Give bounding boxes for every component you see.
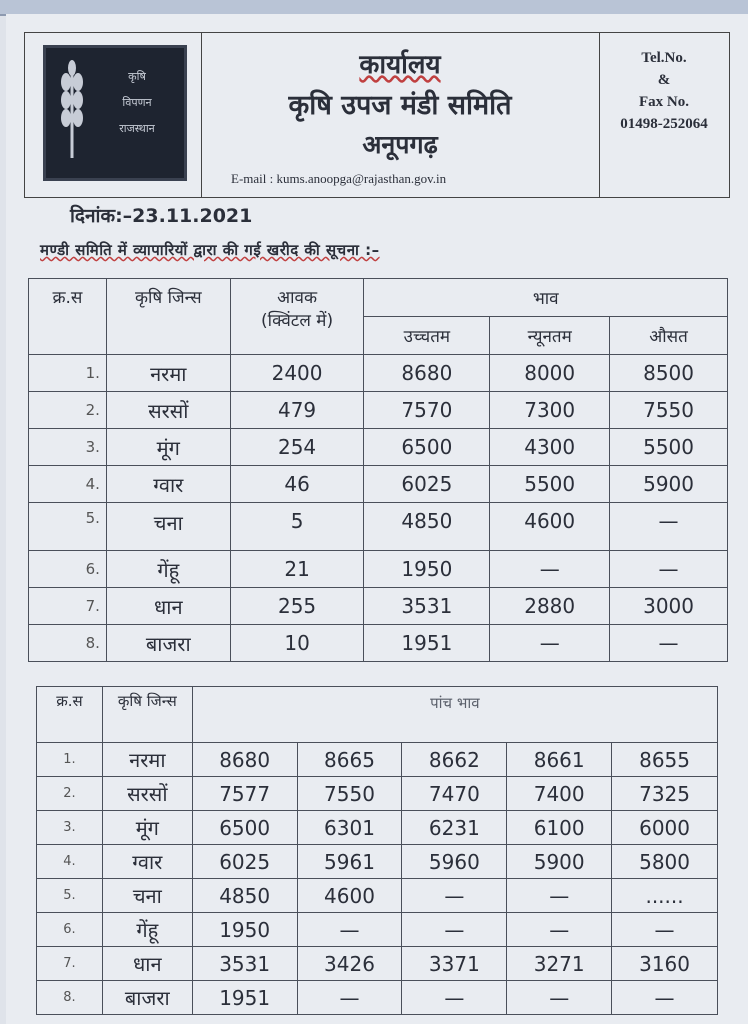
krishi-vipanan-logo — [43, 45, 187, 181]
price-2: 6301 — [297, 811, 402, 845]
price-5: ...... — [612, 879, 718, 913]
price-1: 6500 — [192, 811, 297, 845]
row-sn: 8. — [29, 625, 107, 662]
price-1: 1950 — [192, 913, 297, 947]
row-sn: 4. — [37, 845, 103, 879]
price-1: 4850 — [192, 879, 297, 913]
notice-heading: मण्डी समिति में व्यापारियों द्वारा की गई खरीद की सूचना :– — [40, 241, 380, 259]
town-title: अनूपगढ़ — [362, 130, 438, 159]
row-avg: — — [610, 625, 728, 662]
logo-cell — [25, 33, 202, 197]
row-arrival: 46 — [230, 466, 364, 503]
price-1: 8680 — [192, 743, 297, 777]
price-2: 3426 — [297, 947, 402, 981]
logo-word: राजस्थान — [119, 122, 155, 135]
row-sn: 2. — [37, 777, 103, 811]
row-arrival: 255 — [230, 588, 364, 625]
price-4: — — [507, 913, 612, 947]
row-commodity: गेंहू — [102, 913, 192, 947]
row-max: 3531 — [364, 588, 490, 625]
table-row — [29, 355, 728, 392]
logo-word: कृषि — [128, 70, 146, 83]
amp-sign: & — [657, 72, 671, 88]
price-1: 6025 — [192, 845, 297, 879]
price-4: 3271 — [507, 947, 612, 981]
price-3: 7470 — [402, 777, 507, 811]
email-address: E-mail : kums.anoopga@rajasthan.gov.in — [231, 171, 447, 186]
row-commodity: बाजरा — [102, 981, 192, 1015]
five-price-table — [36, 686, 718, 1015]
price-4: 7400 — [507, 777, 612, 811]
row-arrival: 5 — [230, 503, 364, 551]
row-sn: 8. — [37, 981, 103, 1015]
row-max: 4850 — [364, 503, 490, 551]
row-arrival: 21 — [230, 551, 364, 588]
header-commodity: कृषि जिन्स — [106, 279, 230, 355]
row-max: 6500 — [364, 429, 490, 466]
row-sn: 6. — [29, 551, 107, 588]
price-5: 8655 — [612, 743, 718, 777]
row-commodity: धान — [106, 588, 230, 625]
row-avg: 3000 — [610, 588, 728, 625]
five-header-price: पांच भाव — [192, 687, 717, 743]
row-sn: 2. — [29, 392, 107, 429]
table-row — [37, 913, 718, 947]
row-min: 7300 — [490, 392, 610, 429]
row-commodity: सरसों — [102, 777, 192, 811]
price-4: — — [507, 981, 612, 1015]
row-arrival: 2400 — [230, 355, 364, 392]
office-title: कार्यालय — [359, 50, 441, 80]
price-3: — — [402, 981, 507, 1015]
header-price: भाव — [364, 279, 728, 317]
price-3: 5960 — [402, 845, 507, 879]
row-commodity: मूंग — [102, 811, 192, 845]
header-min: न्यूनतम — [490, 317, 610, 355]
row-commodity: ग्वार — [106, 466, 230, 503]
row-min: 2880 — [490, 588, 610, 625]
price-3: 3371 — [402, 947, 507, 981]
header-avg: औसत — [610, 317, 728, 355]
row-sn: 4. — [29, 466, 107, 503]
row-avg: 7550 — [610, 392, 728, 429]
logo-words — [100, 64, 174, 142]
header-max: उच्चतम — [364, 317, 490, 355]
row-arrival: 254 — [230, 429, 364, 466]
price-2: 4600 — [297, 879, 402, 913]
contact-cell — [599, 33, 729, 197]
row-avg: — — [610, 551, 728, 588]
row-sn: 1. — [37, 743, 103, 777]
table-row — [29, 392, 728, 429]
price-table — [28, 278, 728, 662]
row-max: 7570 — [364, 392, 490, 429]
row-sn: 1. — [29, 355, 107, 392]
row-min: 4300 — [490, 429, 610, 466]
arrival-unit: (क्विंटल में) — [261, 311, 334, 331]
tel-label: Tel.No. — [641, 50, 687, 66]
row-avg: 8500 — [610, 355, 728, 392]
price-2: 8665 — [297, 743, 402, 777]
price-4: 6100 — [507, 811, 612, 845]
table-row — [29, 429, 728, 466]
price-5: 6000 — [612, 811, 718, 845]
fax-label: Fax No. — [639, 94, 689, 110]
header-sn: क्र.स — [29, 279, 107, 355]
letterhead — [24, 32, 730, 198]
price-1: 3531 — [192, 947, 297, 981]
price-4: 8661 — [507, 743, 612, 777]
row-arrival: 10 — [230, 625, 364, 662]
row-commodity: धान — [102, 947, 192, 981]
row-max: 8680 — [364, 355, 490, 392]
row-commodity: नरमा — [106, 355, 230, 392]
price-4: 5900 — [507, 845, 612, 879]
row-sn: 6. — [37, 913, 103, 947]
price-1: 7577 — [192, 777, 297, 811]
price-5: 5800 — [612, 845, 718, 879]
row-commodity: चना — [102, 879, 192, 913]
table-row — [37, 777, 718, 811]
row-sn: 7. — [29, 588, 107, 625]
row-commodity: मूंग — [106, 429, 230, 466]
row-min: 5500 — [490, 466, 610, 503]
table-row — [29, 466, 728, 503]
price-3: 6231 — [402, 811, 507, 845]
price-3: — — [402, 879, 507, 913]
logo-word: विपणन — [122, 96, 152, 109]
row-avg: — — [610, 503, 728, 551]
row-min: — — [490, 551, 610, 588]
price-5: 7325 — [612, 777, 718, 811]
row-sn: 5. — [37, 879, 103, 913]
price-2: — — [297, 913, 402, 947]
price-5: — — [612, 913, 718, 947]
row-commodity: ग्वार — [102, 845, 192, 879]
arrival-label: आवक — [277, 288, 318, 308]
price-5: 3160 — [612, 947, 718, 981]
row-max: 1950 — [364, 551, 490, 588]
row-commodity: बाजरा — [106, 625, 230, 662]
table-row — [29, 588, 728, 625]
table-row — [29, 625, 728, 662]
row-min: 8000 — [490, 355, 610, 392]
row-min: 4600 — [490, 503, 610, 551]
table-row — [37, 981, 718, 1015]
price-5: — — [612, 981, 718, 1015]
row-sn: 7. — [37, 947, 103, 981]
price-1: 1951 — [192, 981, 297, 1015]
table-row — [29, 503, 728, 551]
row-max: 1951 — [364, 625, 490, 662]
phone-number: 01498-252064 — [620, 116, 708, 132]
price-2: — — [297, 981, 402, 1015]
price-3: 8662 — [402, 743, 507, 777]
date-line: दिनांक:–23.11.2021 — [70, 205, 253, 227]
five-header-sn: क्र.स — [37, 687, 103, 743]
row-commodity: गेंहू — [106, 551, 230, 588]
five-header-commodity: कृषि जिन्स — [102, 687, 192, 743]
committee-title: कृषि उपज मंडी समिति — [288, 90, 512, 121]
wheat-icon — [54, 58, 90, 162]
price-3: — — [402, 913, 507, 947]
table-row — [37, 811, 718, 845]
table-row — [37, 845, 718, 879]
price-2: 7550 — [297, 777, 402, 811]
row-max: 6025 — [364, 466, 490, 503]
title-cell — [201, 33, 600, 197]
table-row — [29, 551, 728, 588]
table-row — [37, 947, 718, 981]
row-sn: 5. — [29, 503, 107, 551]
row-commodity: नरमा — [102, 743, 192, 777]
row-min: — — [490, 625, 610, 662]
row-arrival: 479 — [230, 392, 364, 429]
row-commodity: चना — [106, 503, 230, 551]
table-row — [37, 879, 718, 913]
row-sn: 3. — [29, 429, 107, 466]
row-avg: 5500 — [610, 429, 728, 466]
row-avg: 5900 — [610, 466, 728, 503]
row-sn: 3. — [37, 811, 103, 845]
price-2: 5961 — [297, 845, 402, 879]
header-arrival — [230, 279, 364, 355]
notice-sheet — [6, 14, 748, 1024]
row-commodity: सरसों — [106, 392, 230, 429]
price-4: — — [507, 879, 612, 913]
table-row — [37, 743, 718, 777]
